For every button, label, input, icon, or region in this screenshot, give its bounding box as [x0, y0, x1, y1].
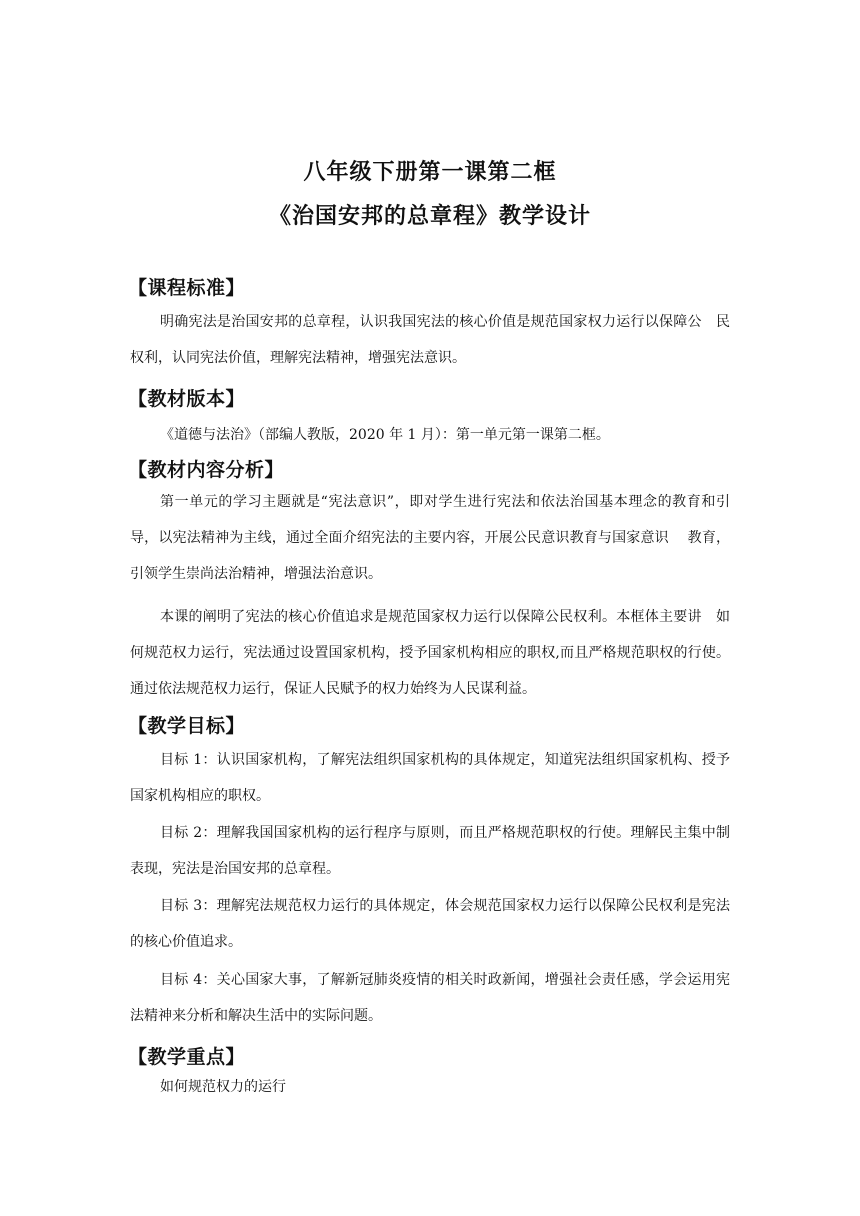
teaching-goal-1: 目标 1：认识国家机构，了解宪法组织国家机构的具体规定，知道宪法组织国家机构、授予国家机构相应的职权。 — [130, 752, 730, 804]
heading-teaching-goals: 【教学目标】 — [128, 715, 246, 737]
course-standard-text: 明确宪法是治国安邦的总章程，认识我国宪法的核心价值是规范国家权力运行以保障公 民权利，认同宪法价值，理解宪法精神，增强宪法意识。 — [130, 314, 730, 366]
heading-teaching-focus: 【教学重点】 — [128, 1046, 246, 1068]
textbook-edition-text: 《道德与法治》（部编人教版，2020 年 1 月）：第一单元第一课第二框。 — [160, 427, 610, 443]
teaching-goal-4: 目标 4：关心国家大事，了解新冠肺炎疫情的相关时政新闻，增强社会责任感，学会运用宪法精神来分析和解决生活中的实际问题。 — [130, 972, 730, 1024]
content-analysis-paragraph-1: 第一单元的学习主题就是“宪法意识”，即对学生进行宪法和依法治国基本理念的教育和引导，以宪法精神为主线，通过全面介绍宪法的主要内容，开展公民意识教育与国家意识 教育，引领学生崇尚法治精神，增强法治意识。 — [130, 494, 730, 582]
content-analysis-paragraph-2: 本课的阐明了宪法的核心价值追求是规范国家权力运行以保障公民权利。本框体主要讲 如何规范权力运行，宪法通过设置国家机构，授予国家机构相应的职权,而且严格规范职权的行使。通过依法规范权力运行，保证人民赋予的权力始终为人民谋利益。 — [130, 609, 730, 697]
teaching-goal-2: 目标 2：理解我国国家机构的运行程序与原则，而且严格规范职权的行使。理解民主集中制表现，宪法是治国安邦的总章程。 — [130, 825, 730, 877]
teaching-focus-text: 如何规范权力的运行 — [160, 1079, 286, 1095]
document-title-line1: 八年级下册第一课第二框 — [303, 160, 557, 185]
heading-course-standard: 【课程标准】 — [128, 277, 246, 299]
heading-content-analysis: 【教材内容分析】 — [128, 459, 285, 481]
heading-textbook-edition: 【教材版本】 — [128, 388, 246, 410]
teaching-goal-3: 目标 3：理解宪法规范权力运行的具体规定，体会规范国家权力运行以保障公民权利是宪法的核心价值追求。 — [130, 898, 730, 950]
document-title-line2: 《治国安邦的总章程》教学设计 — [268, 204, 591, 229]
